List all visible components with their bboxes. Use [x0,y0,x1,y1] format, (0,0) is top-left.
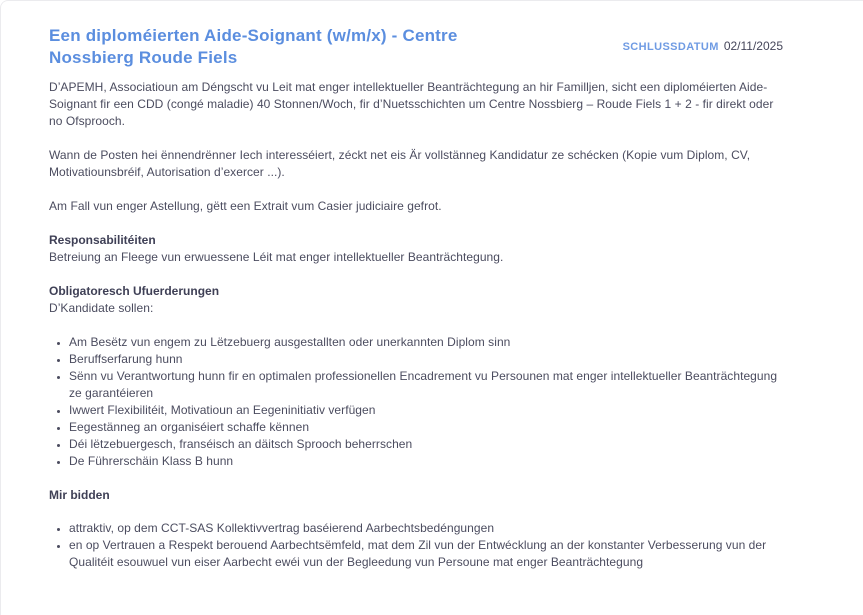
section-offer [49,487,783,571]
section-requirements [49,283,783,470]
requirements-list [49,334,783,470]
deadline-value: 02/11/2025 [723,39,783,53]
section-body: Betreiung an Fleege vun erwuessene Léit mat enger intellektueller Beanträchtegung. [49,250,504,264]
section-body: D’Kandidate sollen: [49,301,154,315]
section-heading: Obligatoresch Ufuerderungen [49,284,220,298]
list-item: • Iwwert Flexibilitéit, Motivatioun an Eegeninitiativ verfügen [69,402,783,419]
list-item: • De Führerschäin Klass B hunn [69,453,783,470]
intro-paragraph: Wann de Posten hei ënnendrënner Iech interesséiert, zéckt net eis Är vollstänneg Kandidatur ze schécken (Kopie vum Diplom, CV, Motivatiounsbréif, Autorisation d’exercer ...). [49,148,751,179]
page-title: Een diploméierten Aide-Soignant (w/m/x) - Centre Nossbierg Roude Fiels [49,26,458,67]
list-item: • en op Vertrauen a Respekt berouend Aarbechtsëmfeld, mat dem Zil vun der Entwécklung an der konstanter Verbesserung vun der Qualitéit esouwuel vun eiser Aarbecht ewéi vun der Begleedung vun Persoune mat enger Beanträchtegung [69,537,783,571]
deadline [623,37,783,55]
list-item: • Déi lëtzebuergesch, franséisch an däitsch Sprooch beherrschen [69,436,783,453]
intro-paragraph: D’APEMH, Associatioun am Déngscht vu Leit mat enger intellektueller Beanträchtegung an hir Familljen, sicht een diploméierten Aide-Soignant fir een CDD (congé maladie) 40 Stonnen/Woch, fir d’Nuetsschichten um Centre Nossbierg – Roude Fiels 1 + 2 - fir direkt oder no Ofsprooch. [49,80,774,128]
list-item: • Eegestänneg an organiséiert schaffe kënnen [69,419,783,436]
deadline-label: SCHLUSSDATUM [622,41,719,53]
list-item: • Am Besëtz vun engem zu Lëtzebuerg ausgestallten oder unerkannten Diplom sinn [69,334,783,351]
list-item: • attraktiv, op dem CCT-SAS Kollektivvertrag baséierend Aarbechtsbedéngungen [69,520,783,537]
section-heading: Responsabilitéiten [49,233,156,247]
section-heading: Mir bidden [49,488,110,502]
list-item: • Beruffserfarung hunn [69,351,783,368]
list-item: • Sënn vu Verantwortung hunn fir en optimalen professionellen Encadrement vu Persounen mat enger intellektueller Beanträchtegung ze garantéieren [69,368,783,402]
offer-list [49,520,783,571]
section-responsibilities [49,232,783,266]
intro-paragraph: Am Fall vun enger Astellung, gëtt een Extrait vum Casier judiciaire gefrot. [49,199,442,213]
job-header [49,25,783,69]
